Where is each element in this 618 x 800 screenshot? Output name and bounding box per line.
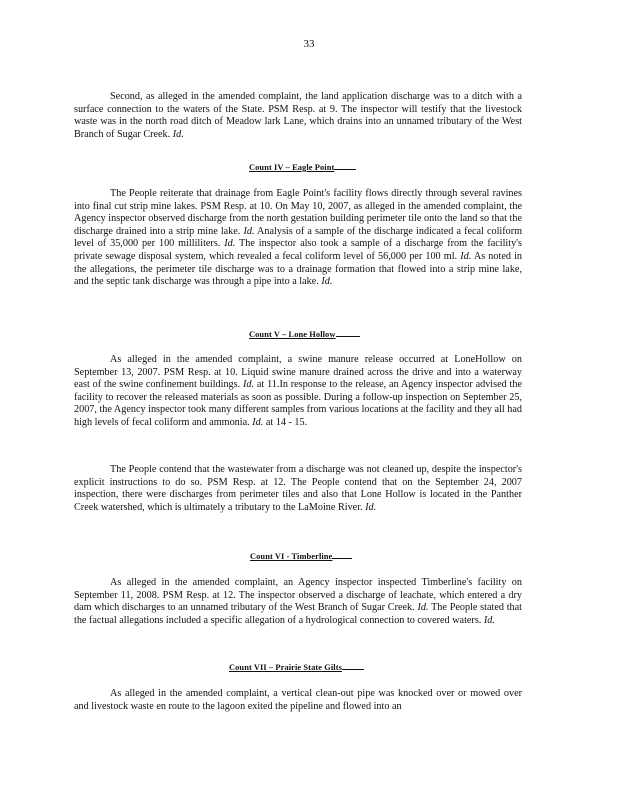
heading-count-vi: Count VI - Timberline bbox=[250, 550, 352, 561]
heading-count-v: Count V – Lone Hollow bbox=[249, 328, 360, 339]
heading-count-vii: Count VII – Prairie State Gilts bbox=[229, 661, 364, 672]
heading-count-iv: Count IV – Eagle Point bbox=[249, 161, 356, 172]
paragraph-lone-hollow-contention: The People contend that the wastewater from a discharge was not cleaned up, despite the inspector's explicit instructions to do so. PSM Resp. at 12. The People contend that on the September 24, 2007 inspection, there were discharges from perimeter tiles and also that Lone Hollow is located in the Panther Creek watershed, which is ultimately a tributary to the LaMoine River. Id. bbox=[74, 464, 522, 513]
page-number: 33 bbox=[303, 38, 315, 50]
citation: Id. bbox=[172, 128, 184, 140]
paragraph-prairie-state-gilts: As alleged in the amended complaint, a vertical clean-out pipe was knocked over or mowed over and livestock waste en route to the lagoon exited the pipeline and flowed into an bbox=[74, 688, 522, 712]
paragraph-timberline: As alleged in the amended complaint, an Agency inspector inspected Timberline's facility on September 11, 2008. PSM Resp. at 12. The inspector observed a discharge of leachate, which entered a dry dam which discharges to an unnamed tributary of the West Branch of Sugar Creek. Id. The People stated that the factual allegations included a specific allegation of a hydrological connection to covered waters. Id. bbox=[74, 577, 522, 626]
paragraph-eagle-point: The People reiterate that drainage from Eagle Point's facility flows directly through several ravines into final cut strip mine lakes. PSM Resp. at 10. On May 10, 2007, as alleged in the amended complaint, the Agency inspector observed discharge from the north gestation building perimeter tile onto the land so that the discharge drained into a strip mine lake. Id. Analysis of a sample of the discharge indicated a fecal coliform level of 35,000 per 100 milliliters. Id. The inspector also took a sample of a discharge from the facility's private sewage disposal system, which revealed a fecal coliform level of 56,000 per 100 ml. Id. As noted in the allegations, the perimeter tile discharge was to a drainage formation that flowed into a strip mine lake, and the septic tank discharge was through a pipe into a lake. Id. bbox=[74, 188, 523, 288]
paragraph-count3-waters: Second, as alleged in the amended complaint, the land application discharge was to a ditch with a surface connection to the waters of the State. PSM Resp. at 9. The inspector will testify that the livestock waste was in the north road ditch of Meadow lark Lane, which drains into an unnamed tributary of the West Branch of Sugar Creek. Id. bbox=[74, 91, 522, 140]
paragraph-lone-hollow: As alleged in the amended complaint, a swine manure release occurred at LoneHollow on September 13, 2007. PSM Resp. at 10. Liquid swine manure drained across the drive and into a waterway east of the swine confinement buildings. Id. at 11.In response to the release, an Agency inspector advised the facility to recover the released materials as soon as possible. During a follow-up inspection on September 25, 2007, the Agency inspector took many different samples from various locations at the facility and they all had high levels of fecal coliform and ammonia. Id. at 14 - 15. bbox=[74, 354, 522, 428]
